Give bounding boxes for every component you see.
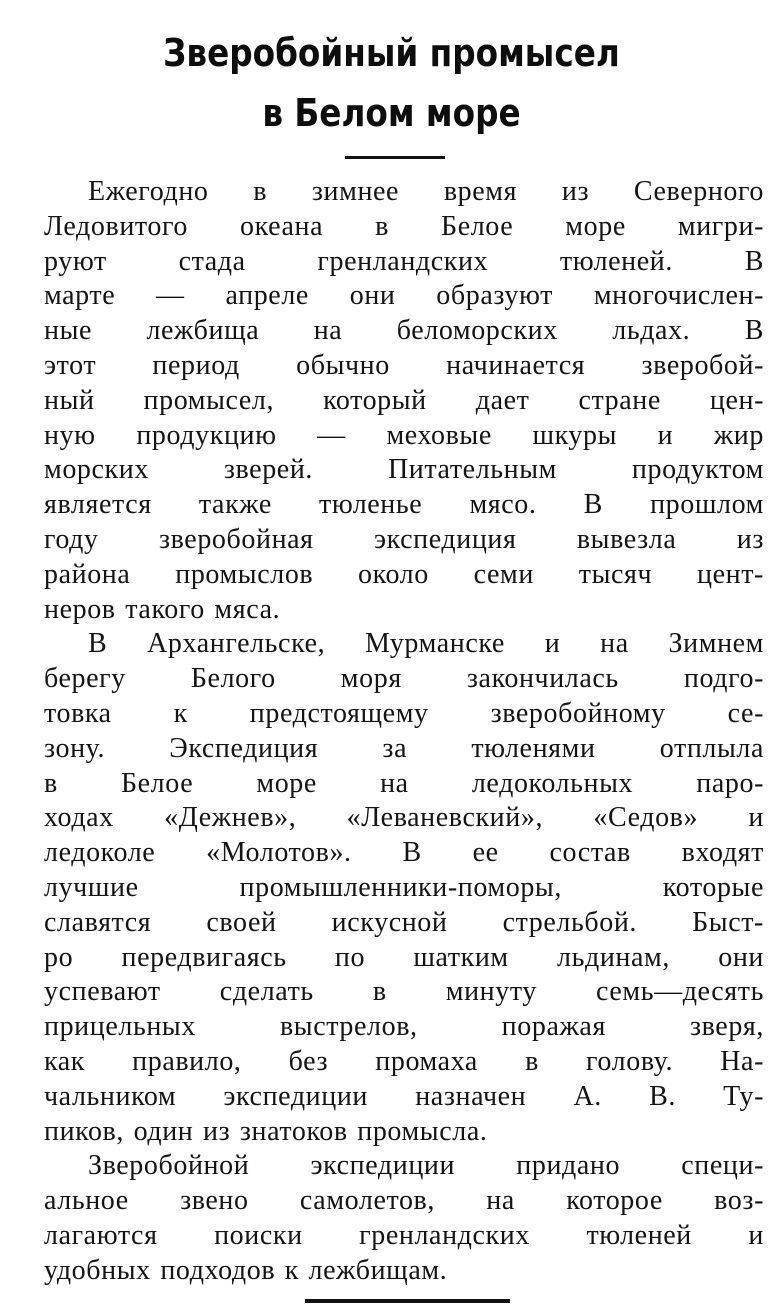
article-line: как правило, без промаха в голову. На- bbox=[44, 1045, 764, 1077]
article-line: зону. Экспедиция за тюленями отплыла bbox=[44, 732, 764, 764]
article-line: ный промысел, который дает стране цен- bbox=[44, 384, 764, 416]
headline-line-2: в Белом море bbox=[262, 91, 521, 135]
article-line: лучшие промышленники-поморы, которые bbox=[44, 871, 764, 903]
article-line: ную продукцию — меховые шкуры и жир bbox=[44, 419, 764, 451]
article-line: ро передвигаясь по шатким льдинам, они bbox=[44, 941, 764, 973]
bottom-divider bbox=[305, 1299, 510, 1303]
article-line: лагаются поиски гренландских тюленей и bbox=[44, 1219, 764, 1251]
article-line: В Архангельске, Мурманске и на Зимнем bbox=[88, 628, 764, 660]
article-line: ные лежбища на беломорских льдах. В bbox=[44, 315, 764, 347]
article-body bbox=[44, 175, 764, 1289]
article-line: является также тюленье мясо. В прошлом bbox=[44, 489, 764, 521]
article-line: района промыслов около семи тысяч цент- bbox=[44, 558, 764, 590]
article-line: чальником экспедиции назначен А. В. Ту- bbox=[44, 1080, 764, 1112]
article-line: удобных подходов к лежбищам. bbox=[44, 1254, 448, 1286]
title-divider bbox=[345, 156, 445, 159]
article-line: Ледовитого океана в Белое море мигри- bbox=[44, 210, 764, 242]
article-line: Ежегодно в зимнее время из Северного bbox=[88, 176, 764, 207]
article-line: успевают сделать в минуту семь—десять bbox=[44, 976, 764, 1008]
article-line: альное звено самолетов, на которое воз- bbox=[44, 1185, 764, 1217]
article-line: ледоколе «Молотов». В ее состав входят bbox=[44, 837, 764, 869]
article-line: году зверобойная экспедиция вывезла из bbox=[44, 523, 764, 555]
headline-line-1: Зверобойный промысел bbox=[163, 31, 620, 75]
article-line: в Белое море на ледокольных паро- bbox=[44, 767, 764, 799]
article-line: славятся своей искусной стрельбой. Быст- bbox=[44, 906, 764, 938]
article-line: прицельных выстрелов, поражая зверя, bbox=[44, 1011, 764, 1043]
article-line: Зверобойной экспедиции придано специ- bbox=[88, 1150, 764, 1182]
article-line: ходах «Дежнев», «Леваневский», «Седов» и bbox=[44, 802, 764, 834]
article-line: этот период обычно начинается зверобой- bbox=[44, 349, 764, 381]
article-line: руют стада гренландских тюленей. В bbox=[44, 245, 764, 277]
article-line: марте — апреле они образуют многочислен- bbox=[44, 280, 764, 312]
article-line: пиков, один из знатоков промысла. bbox=[44, 1115, 488, 1147]
article-line: товка к предстоящему зверобойному се- bbox=[44, 697, 764, 729]
article-line: неров такого мяса. bbox=[44, 593, 281, 625]
article-line: берегу Белого моря закончилась подго- bbox=[44, 663, 764, 695]
article-line: морских зверей. Питательным продуктом bbox=[44, 454, 764, 486]
